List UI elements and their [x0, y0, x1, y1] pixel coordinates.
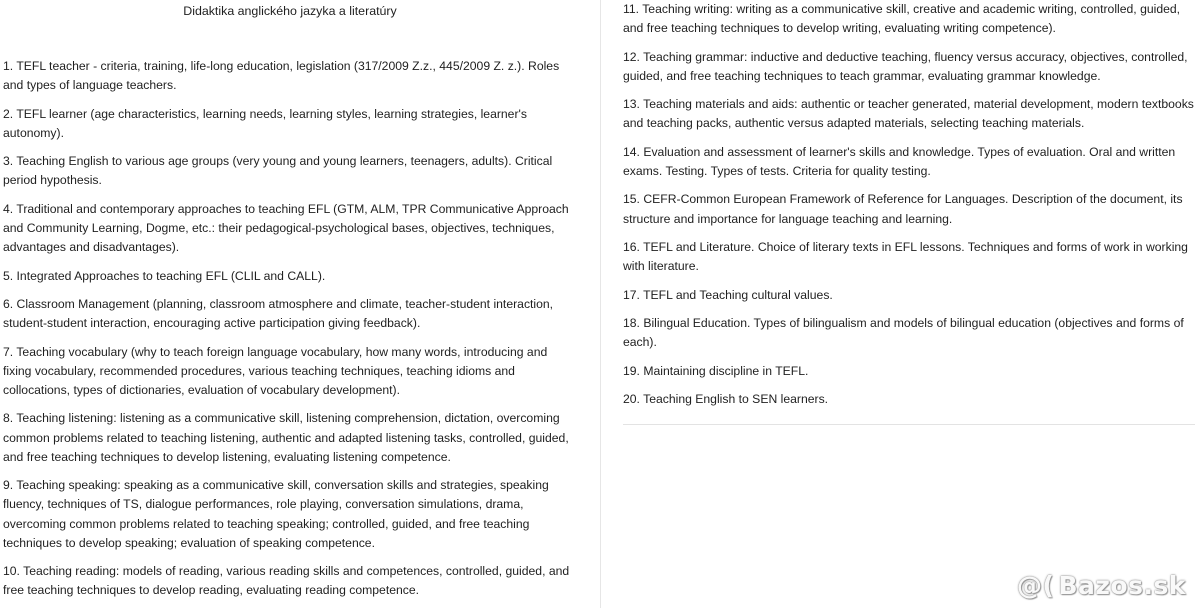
topic-item-20: 20. Teaching English to SEN learners.: [623, 391, 829, 406]
topic-item-15: 15. CEFR-Common European Framework of Reference for Languages. Description of the document, its structure and importance for language teaching and learning.: [623, 192, 1183, 226]
topic-item-17: 17. TEFL and Teaching cultural values.: [623, 287, 833, 302]
topic-item-10: 10. Teaching reading: models of reading, various reading skills and competences, controlled, guided, and free teaching techniques to develop reading, evaluating reading competence.: [3, 564, 570, 598]
topic-item-3: 3. Teaching English to various age groups (very young and young learners, teenagers, adults). Critical period hypothesis.: [3, 154, 553, 188]
topic-item-12: 12. Teaching grammar: inductive and deductive teaching, fluency versus accuracy, objectives, controlled, guided, and free teaching techniques to teach grammar, evaluating grammar knowledge.: [623, 49, 1188, 83]
watermark-text: Bazos.sk: [1058, 571, 1186, 600]
document-title: Didaktika anglického jazyka a literatúry: [183, 4, 397, 18]
topic-list-left: [3, 57, 577, 608]
document-page-right: [601, 0, 1200, 608]
topic-item-8: 8. Teaching listening: listening as a communicative skill, listening comprehension, dictation, overcoming common problems related to teaching listening, authentic and adapted listening tasks, controlled, guided, and free teaching techniques to develop listening, evaluating listening competence.: [3, 411, 569, 464]
topic-item-7: 7. Teaching vocabulary (why to teach foreign language vocabulary, how many words, introducing and fixing vocabulary, recommended procedures, various teaching techniques, teaching idioms and collocations, types of dictionaries, evaluation of vocabulary development).: [3, 344, 548, 397]
topic-item-16: 16. TEFL and Literature. Choice of literary texts in EFL lessons. Techniques and forms of work in working with literature.: [623, 239, 1188, 274]
topic-item-11: 11. Teaching writing: writing as a communicative skill, creative and academic writing, controlled, guided, and free teaching techniques to develop writing, evaluating writing competence).: [623, 2, 1181, 36]
topic-item-2: 2. TEFL learner (age characteristics, learning needs, learning styles, learning strategies, learner's autonomy).: [3, 106, 527, 140]
at-paren-icon: @(: [1017, 571, 1055, 600]
topic-item-1: 1. TEFL teacher - criteria, training, life-long education, legislation (317/2009 Z.z., 445/2009 Z. z.). Roles and types of language teachers.: [3, 59, 560, 93]
page-end-rule: [623, 424, 1195, 425]
topic-item-5: 5. Integrated Approaches to teaching EFL (CLIL and CALL).: [3, 268, 326, 283]
topic-item-9: 9. Teaching speaking: speaking as a communicative skill, conversation skills and strategies, speaking fluency, techniques of TS, dialogue performances, role playing, conversation simulations, drama, overcoming common problems related to teaching speaking; controlled, guided, and free teaching techniques to develop speaking; evaluation of speaking competence.: [3, 478, 549, 550]
topic-item-6: 6. Classroom Management (planning, classroom atmosphere and climate, teacher-student interaction, student-student interaction, encouraging active participation giving feedback).: [3, 296, 554, 331]
topic-item-19: 19. Maintaining discipline in TEFL.: [623, 363, 809, 378]
topic-item-14: 14. Evaluation and assessment of learner's skills and knowledge. Types of evaluation. Oral and written exams. Testing. Types of tests. Criteria for quality testing.: [623, 144, 1176, 178]
topic-item-18: 18. Bilingual Education. Types of bilingualism and models of bilingual education (objectives and forms of each).: [623, 315, 1184, 350]
topic-list-right: [623, 0, 1198, 418]
bazos-watermark: [1017, 571, 1186, 600]
topic-item-13: 13. Teaching materials and aids: authentic or teacher generated, material development, modern textbooks and teaching packs, authentic versus adapted materials, selecting teaching materials.: [623, 97, 1194, 131]
topic-item-4: 4. Traditional and contemporary approaches to teaching EFL (GTM, ALM, TPR Communicative Approach and Community Learning, Dogme, etc.: their pedagogical-psychological bases, objectives, techniques, advantages and disadvantages).: [3, 201, 569, 255]
